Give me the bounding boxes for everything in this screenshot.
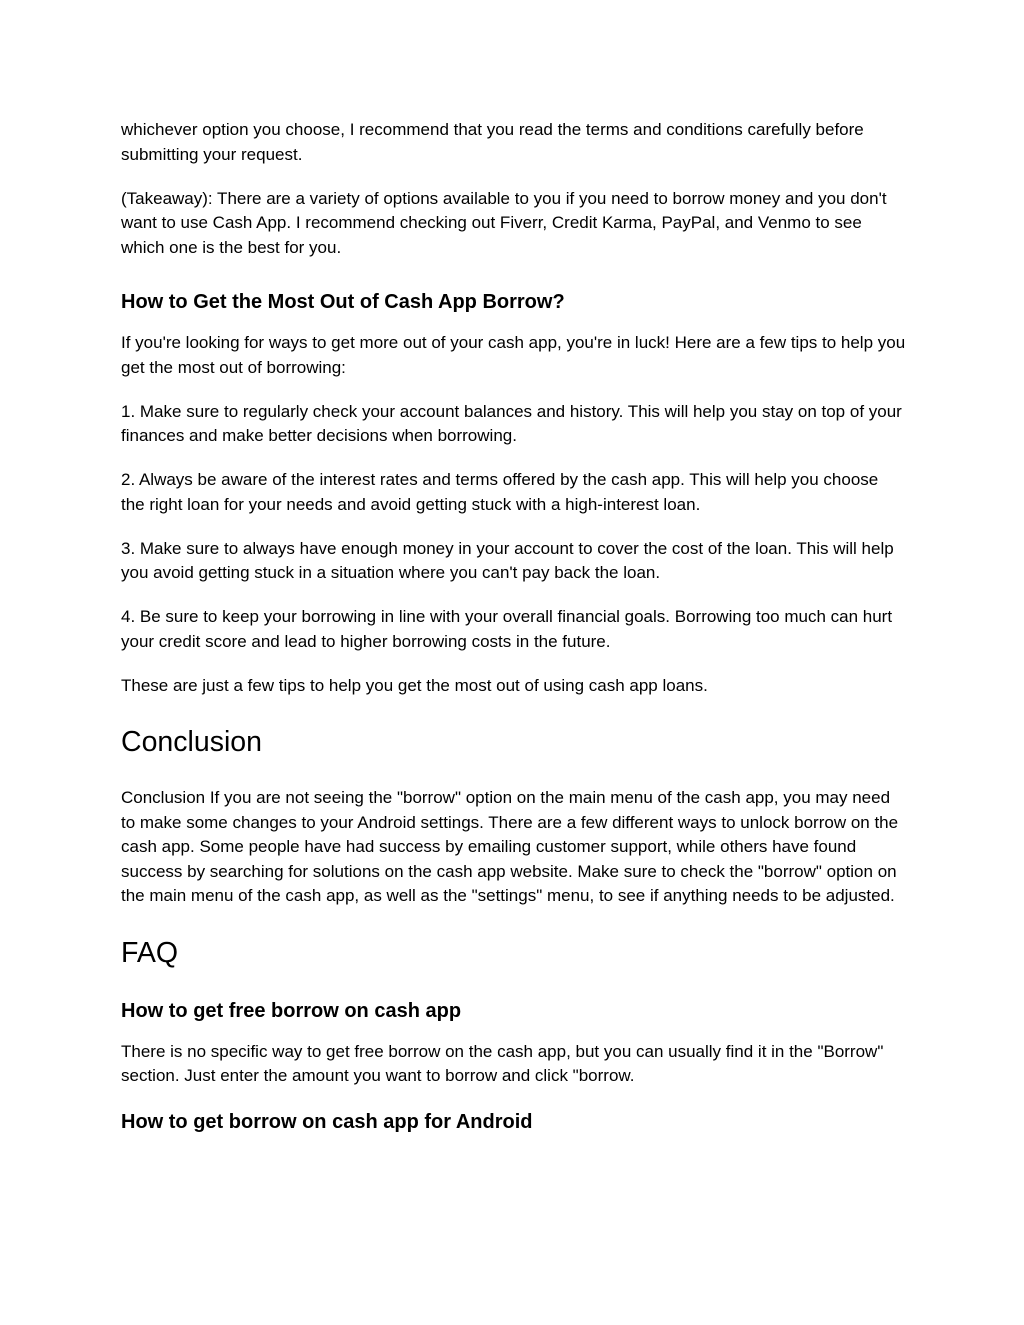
tips-summary-paragraph: These are just a few tips to help you get the most out of using cash app loans. [121, 675, 708, 695]
heading-most-out-of-borrow: How to Get the Most Out of Cash App Borrow? [121, 291, 565, 313]
takeaway-paragraph: (Takeaway): There are a variety of options available to you if you need to borrow money and you don't want to use Cash App. I recommend checking out Fiverr, Credit Karma, PayPal, and Venmo to see which one is the best for you. [121, 188, 887, 257]
heading-faq: FAQ [121, 936, 179, 969]
conclusion-paragraph: Conclusion If you are not seeing the "borrow" option on the main menu of the cash app, you may need to make some changes to your Android settings. There are a few different ways to unlock borrow on the cash app. Some people have had success by emailing customer support, while others have found success by searching for solutions on the cash app website. Make sure to check the "borrow" option on the main menu of the cash app, as well as the "settings" menu, to see if anything needs to be adjusted. [121, 788, 899, 905]
tip-item-2: 2. Always be aware of the interest rates and terms offered by the cash app. This will help you choose the right loan for your needs and avoid getting stuck with a high-interest loan. [121, 470, 879, 514]
tip-item-1: 1. Make sure to regularly check your account balances and history. This will help you stay on top of your finances and make better decisions when borrowing. [121, 401, 902, 445]
tips-intro-paragraph: If you're looking for ways to get more out of your cash app, you're in luck! Here are a few tips to help you get the most out of borrowing: [121, 333, 906, 377]
heading-free-borrow: How to get free borrow on cash app [121, 999, 462, 1022]
free-borrow-paragraph: There is no specific way to get free borrow on the cash app, but you can usually find it in the "Borrow" section. Just enter the amount you want to borrow and click "borrow. [121, 1041, 884, 1085]
tip-item-4: 4. Be sure to keep your borrowing in line with your overall financial goals. Borrowing too much can hurt your credit score and lead to higher borrowing costs in the future. [121, 607, 893, 651]
intro-paragraph: whichever option you choose, I recommend that you read the terms and conditions carefully before submitting your request. [121, 120, 864, 164]
tip-item-3: 3. Make sure to always have enough money in your account to cover the cost of the loan. This will help you avoid getting stuck in a situation where you can't pay back the loan. [121, 538, 894, 582]
heading-conclusion: Conclusion [121, 726, 262, 758]
heading-android-borrow: How to get borrow on cash app for Android [121, 1111, 533, 1133]
document-page [121, 118, 906, 1151]
